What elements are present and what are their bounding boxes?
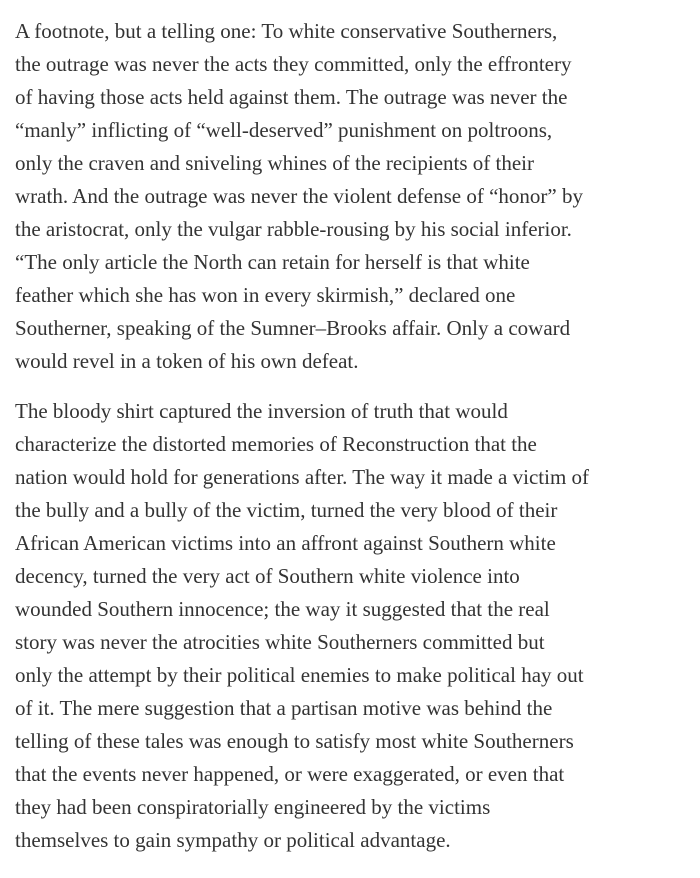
text-line: of it. The mere suggestion that a partisan motive was behind the [15,696,553,720]
text-line: story was never the atrocities white Southerners committed but [15,630,545,654]
text-line: characterize the distorted memories of Reconstruction that the [15,432,537,456]
paragraph-1 [15,15,685,378]
text-line: the bully and a bully of the victim, turned the very blood of their [15,498,558,522]
text-line: only the attempt by their political enemies to make political hay out [15,663,584,687]
text-line: of having those acts held against them. The outrage was never the [15,85,568,109]
text-line: telling of these tales was enough to satisfy most white Southerners [15,729,574,753]
text-line: A footnote, but a telling one: To white conservative Southerners, [15,19,558,43]
text-line: nation would hold for generations after. The way it made a victim of [15,465,590,489]
text-line: African American victims into an affront against Southern white [15,531,556,555]
text-line: Southerner, speaking of the Sumner–Brooks affair. Only a coward [15,316,571,340]
text-line: wounded Southern innocence; the way it suggested that the real [15,597,550,621]
text-line: themselves to gain sympathy or political advantage. [15,828,451,852]
article-body [15,15,685,874]
text-line: “manly” inflicting of “well-deserved” punishment on poltroons, [15,118,553,142]
text-line: that the events never happened, or were exaggerated, or even that [15,762,565,786]
text-line: wrath. And the outrage was never the violent defense of “honor” by [15,184,583,208]
paragraph-2 [15,395,685,857]
text-line: The bloody shirt captured the inversion of truth that would [15,399,508,423]
text-line: only the craven and sniveling whines of the recipients of their [15,151,535,175]
text-line: would revel in a token of his own defeat. [15,349,359,373]
text-line: they had been conspiratorially engineered by the victims [15,795,491,819]
text-line: feather which she has won in every skirmish,” declared one [15,283,516,307]
text-line: “The only article the North can retain for herself is that white [15,250,530,274]
text-line: the outrage was never the acts they committed, only the effrontery [15,52,572,76]
text-line: decency, turned the very act of Southern white violence into [15,564,520,588]
text-line: the aristocrat, only the vulgar rabble-rousing by his social inferior. [15,217,572,241]
